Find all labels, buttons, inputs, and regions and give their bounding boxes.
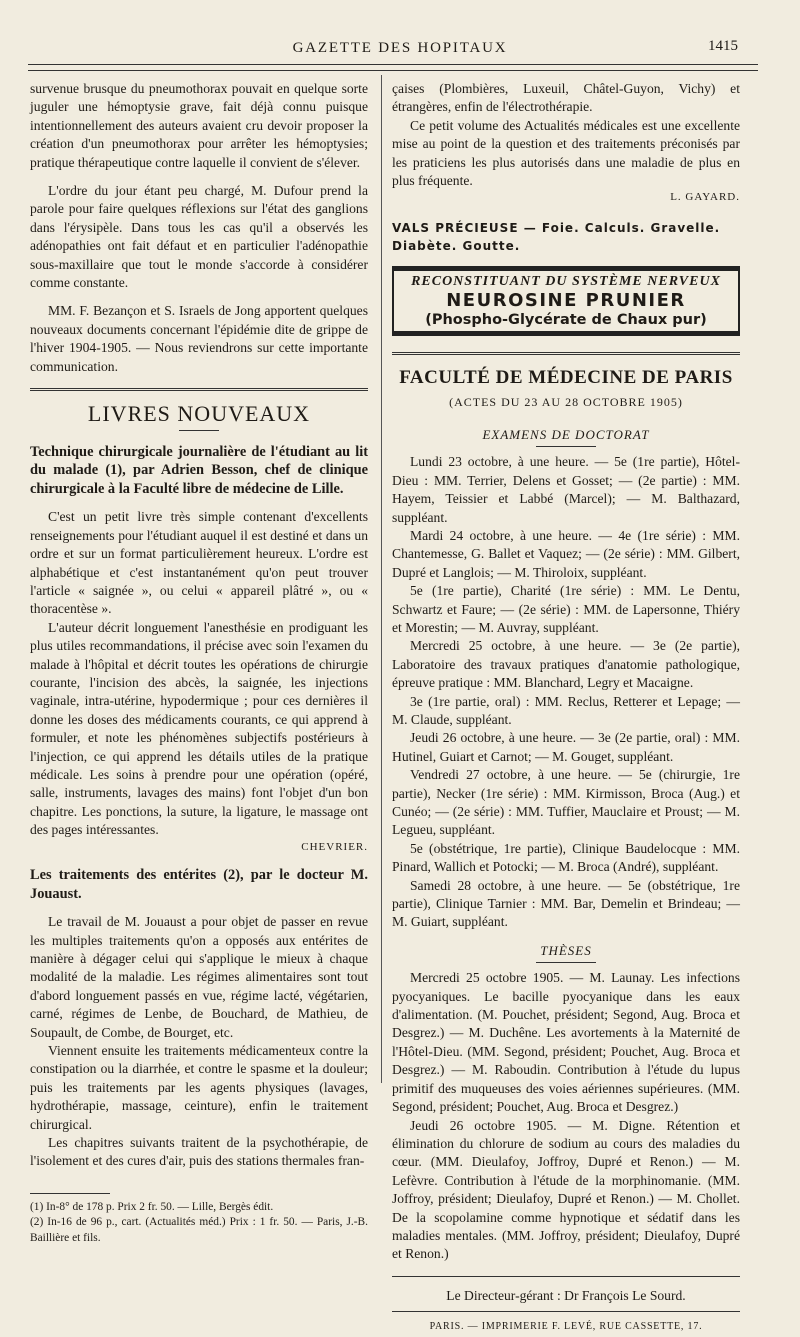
heading-rule bbox=[536, 446, 596, 447]
header-rule-2 bbox=[28, 70, 758, 71]
theses-heading: THÈSES bbox=[540, 942, 592, 958]
exam-entry: 3e (1re partie, oral) : MM. Reclus, Retterer et Lepage; — M. Claude, suppléant. bbox=[392, 693, 740, 727]
footnote: (1) In-8° de 178 p. Prix 2 fr. 50. — Lille, Bergès édit. bbox=[30, 1200, 274, 1213]
paragraph: çaises (Plombières, Luxeuil, Châtel-Guyon, Vichy) et étrangères, enfin de l'électrothérapie. bbox=[392, 81, 740, 115]
director-signoff: Le Directeur-gérant : Dr François Le Sourd. bbox=[446, 1287, 686, 1303]
paragraph: Les chapitres suivants traitent de la psychothérapie, de l'isolement et des cures d'air, puis des stations thermales fran- bbox=[30, 1135, 368, 1169]
paragraph: L'auteur décrit longuement l'anesthésie en prodiguant les plus utiles recommandations, il précise avec soin l'examen du malade à l'hôpital et décrit toutes les opérations de chirurgie courante, l'incision des abcès, la saignée, les injections vaginale, intra-utérine, hypodermique ; pour ces dernières il donne les doses des médicaments courants, ce qui apprend à formuler, et note les phénomènes subjectifs postérieurs à l'injection, ce qui apprend les détails utiles de la pratique médicale. Les soins à prendre pour une opération (opéré, salle, instruments, lavages des mains) font l'objet d'un bon chapitre. Les ponctions, la suture, la ligature, le massage ont des pages intéressantes. bbox=[30, 619, 368, 838]
paragraph: MM. F. Bezançon et S. Israels de Jong apportent quelques nouveaux documents concernant l'épidémie dite de grippe de l'hiver 1904-1905. — Nous reviendrons sur cette importante communication. bbox=[30, 303, 368, 374]
ad-box bbox=[392, 271, 740, 331]
vals-text: VALS PRÉCIEUSE — Foie. Calculs. Gravelle. Diabète. Goutte. bbox=[392, 220, 721, 254]
thesis-entry: Jeudi 26 octobre 1905. — M. Digne. Rétention et élimination du chlorure de sodium au cours des maladies du cœur. (MM. Dieulafoy, Joffroy, Dupré et Renon.) — M. Lefèvre. Contribution à l'étude de la morphinomanie. (MM. Joffroy, président; Dieulafoy, Dupré et Renon.) — M. Chollet. De la scopolamine comme hypnotique et sédatif dans les maladies mentales. (MM. Joffroy, président; Dieulafoy, Dupré et Renon.) bbox=[392, 1117, 740, 1262]
review-signature: L. GAYARD. bbox=[670, 191, 740, 204]
exam-entry: 5e (1re partie), Charité (1re série) : MM. Le Dentu, Schwartz et Faure; — (2e série) : MM. de Lapersonne, Thiéry et Morestin; — M. Auvray, suppléant. bbox=[392, 583, 740, 635]
printer-line: PARIS. — IMPRIMERIE F. LEVÉ, RUE CASSETTE, 17. bbox=[429, 1321, 703, 1333]
thesis-entry: Mercredi 25 octobre 1905. — M. Launay. Les infections pyocyaniques. Le bacille pyocyanique dans les eaux d'alimentation. (M. Pouchet, président; Segond, Aug. Broca et Desgrez.) — M. Duchêne. Les avortements à la Maternité de l'Hôtel-Dieu. (MM. Segond, président; Pouchet, Aug. Broca et Desgrez.) — M. Raboudin. Contribution à l'étude du lupus primitif des muqueuses des voies aériennes supérieures. (MM. Segond, président; Pouchet, Aug. Broca et Desgrez.) bbox=[392, 970, 740, 1115]
column-divider bbox=[381, 75, 382, 1083]
left-column bbox=[30, 80, 368, 1247]
exams-heading: EXAMENS DE DOCTORAT bbox=[482, 426, 650, 442]
section-rule bbox=[392, 352, 740, 355]
ad-line-2: NEUROSINE PRUNIER bbox=[446, 290, 686, 312]
signoff-rule-2 bbox=[392, 1311, 740, 1312]
faculty-subtitle: (ACTES DU 23 AU 28 OCTOBRE 1905) bbox=[449, 395, 683, 410]
review-signature: CHEVRIER. bbox=[301, 840, 368, 853]
page-number: 1415 bbox=[708, 38, 738, 54]
footnote-rule bbox=[30, 1193, 110, 1194]
paragraph: Le travail de M. Jouaust a pour objet de passer en revue les multiples traitements qu'on a opposés aux entérites de manière à dégager celui qui s'applique le mieux à chaque modalité de la maladie. Les régimes alimentaires sont tout d'abord longuement passés en vue, régime lacté, végétarien, carné, régimes de Lenbe, de Bouchard, de Mathieu, de Soupault, de Combe, de Bourget, etc. bbox=[30, 914, 368, 1040]
section-rule bbox=[30, 388, 368, 391]
exam-entry: Lundi 23 octobre, à une heure. — 5e (1re partie), Hôtel-Dieu : MM. Terrier, Delens et Gosset; — (2e partie) : MM. Hayem, Teissier et Labbé (Marcel); — M. Balthazard, suppléant. bbox=[392, 454, 740, 525]
paragraph: L'ordre du jour étant peu chargé, M. Dufour prend la parole pour faire quelques réflexions sur l'état des ganglions dans l'érysipèle. Dans tous les cas qu'il a observés les adénopathies ont fait défaut et en particulier l'adénopathie sous-maxillaire que tout le monde s'accorde à considérer comme constante. bbox=[30, 183, 368, 291]
paragraph: survenue brusque du pneumothorax pouvait en quelque sorte juguler une hémoptysie grave, fait déjà connu puisque intentionnellement des auteurs avaient cru devoir proposer la création d'un pneumothorax pour arrêter les hémoptysies; pratique thérapeutique contre laquelle il convient de s'élever. bbox=[30, 81, 368, 170]
book-title: Les traitements des entérites (2), par le docteur M. Jouaust. bbox=[30, 867, 368, 902]
faculty-title: FACULTÉ DE MÉDECINE DE PARIS bbox=[399, 367, 733, 389]
exam-entry: Jeudi 26 octobre, à une heure. — 3e (2e partie, oral) : MM. Hutinel, Guiart et Carnot; — M. Gouget, suppléant. bbox=[392, 730, 740, 764]
exam-entry: Mardi 24 octobre, à une heure. — 4e (1re série) : MM. Chantemesse, G. Ballet et Vaquez; — (2e série) : MM. Gilbert, Dupré et Langlois; — M. Thiroloix, suppléant. bbox=[392, 527, 740, 580]
signoff-rule bbox=[392, 1276, 740, 1277]
exam-entry: Vendredi 27 octobre, à une heure. — 5e (chirurgie, 1re partie), Necker (1re série) : MM. Kirmisson, Broca (Aug.) et Cunéo; — (2e série) : MM. Tuffier, Mauclaire et Proust; — M. Legueu, suppléant. bbox=[392, 767, 740, 838]
ad-line-3: (Phospho-Glycérate de Chaux pur) bbox=[425, 312, 707, 329]
footnote: (2) In-16 de 96 p., cart. (Actualités méd.) Prix : 1 fr. 50. — Paris, J.-B. Baillière et fils. bbox=[30, 1216, 368, 1245]
ad-bar-bottom bbox=[392, 331, 740, 336]
ad-line-1: RECONSTITUANT DU SYSTÈME NERVEUX bbox=[411, 273, 721, 289]
paragraph: Viennent ensuite les traitements médicamenteux contre la constipation ou la diarrhée, et contre le spasme et la douleur; puis les traitements par les agents physiques (lavages, hydrothérapie, massage, ceinture), enfin le traitement chirurgical. bbox=[30, 1043, 368, 1132]
heading-rule bbox=[536, 962, 596, 963]
exam-entry: 5e (obstétrique, 1re partie), Clinique Baudelocque : MM. Pinard, Wallich et Potocki; — M. Broca (André), suppléant. bbox=[392, 840, 740, 875]
footnotes bbox=[30, 1200, 368, 1247]
exam-entry: Samedi 28 octobre, à une heure. — 5e (obstétrique, 1re partie), Clinique Tarnier : MM. Bar, Demelin et Brindeau; — M. Guiart, suppléant. bbox=[392, 877, 740, 930]
title-underline bbox=[179, 430, 219, 431]
vals-advertisement bbox=[392, 219, 740, 256]
book-title: Technique chirurgicale journalière de l'étudiant au lit du malade (1), par Adrien Besson, chef de clinique chirurgicale à la Faculté libre de médecine de Lille. bbox=[30, 443, 368, 497]
journal-title: GAZETTE DES HOPITAUX bbox=[292, 40, 508, 56]
right-column bbox=[392, 80, 740, 1337]
paragraph: Ce petit volume des Actualités médicales est une excellente mise au point de la question et des traitements préconisés par les praticiens les plus autorisés dans une maladie de plus en plus fréquente. bbox=[392, 117, 740, 189]
paragraph: C'est un petit livre très simple contenant d'excellents renseignements pour l'étudiant auquel il est destiné et dans un ordre et sur un format particulièrement heureux. L'ordre est alphabétique et c'est instantanément qu'on peut trouver l'article « saignée », ou celui « appareil plâtré », ou « thoracentèse ». bbox=[30, 509, 368, 617]
neurosine-advertisement bbox=[392, 266, 740, 336]
page-header bbox=[0, 38, 800, 62]
header-rule bbox=[28, 64, 758, 65]
section-title: LIVRES NOUVEAUX bbox=[87, 401, 311, 427]
exam-entry: Mercredi 25 octobre, à une heure. — 3e (2e partie), Laboratoire des travaux pratiques d'anatomie pathologique, épreuve pratique : MM. Blanchard, Legry et Macaigne. bbox=[392, 638, 740, 691]
